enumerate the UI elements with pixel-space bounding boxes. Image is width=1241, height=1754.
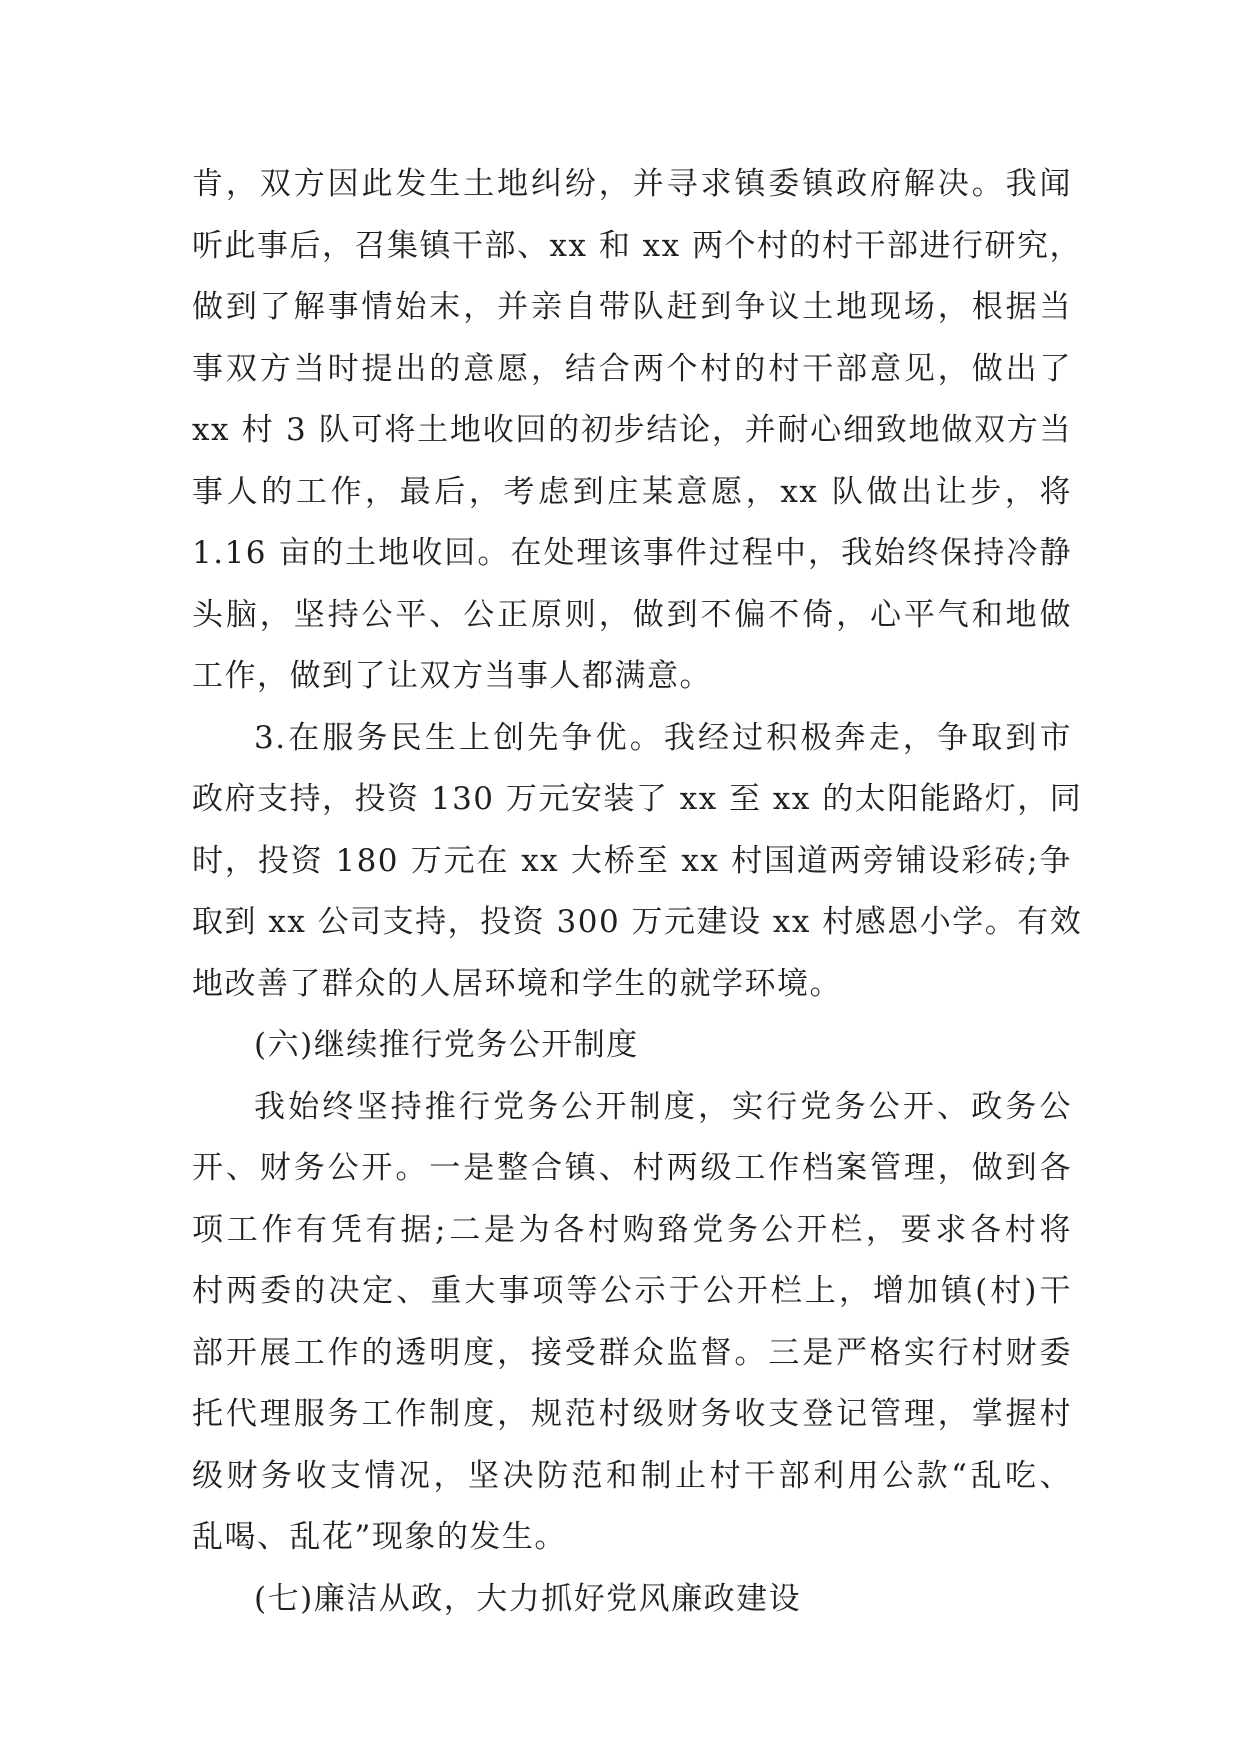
text-line: 取到 xx 公司支持，投资 300 万元建设 xx 村感恩小学。有效: [192, 904, 1083, 940]
text-line: 1.16 亩的土地收回。在处理该事件过程中，我始终保持冷静: [192, 535, 1072, 571]
text-line: xx 村 3 队可将土地收回的初步结论，并耐心细致地做双方当: [192, 412, 1072, 448]
text-line: 乱喝、乱花”现象的发生。: [192, 1519, 567, 1555]
text-line: 政府支持，投资 130 万元安装了 xx 至 xx 的太阳能路灯，同: [192, 781, 1083, 817]
text-line: 3.在服务民生上创先争优。我经过积极奔走，争取到市: [254, 719, 1072, 756]
text-line: 地改善了群众的人居环境和学生的就学环境。: [192, 965, 842, 1002]
text-line: (七)廉洁从政，大力抓好党风廉政建设: [254, 1580, 802, 1617]
text-line: 时，投资 180 万元在 xx 大桥至 xx 村国道两旁铺设彩砖;争: [192, 842, 1072, 879]
text-line: 做到了解事情始末，并亲自带队赶到争议土地现场，根据当: [192, 289, 1072, 325]
text-line: (六)继续推行党务公开制度: [254, 1027, 639, 1063]
document-body: [192, 154, 1083, 1630]
text-line: 我始终坚持推行党务公开制度，实行党务公开、政务公: [254, 1088, 1072, 1125]
text-line: 工作，做到了让双方当事人都满意。: [192, 658, 712, 694]
text-line: 部开展工作的透明度，接受群众监督。三是严格实行村财委: [192, 1334, 1072, 1371]
text-line: 肯，双方因此发生土地纠纷，并寻求镇委镇政府解决。我闻: [192, 166, 1072, 202]
text-line: 托代理服务工作制度，规范村级财务收支登记管理，掌握村: [192, 1396, 1072, 1432]
text-line: 项工作有凭有据;二是为各村购臵党务公开栏，要求各村将: [192, 1211, 1072, 1248]
text-line: 头脑，坚持公平、公正原则，做到不偏不倚，心平气和地做: [192, 596, 1072, 633]
text-line: 开、财务公开。一是整合镇、村两级工作档案管理，做到各: [192, 1150, 1072, 1186]
text-line: 事双方当时提出的意愿，结合两个村的村干部意见，做出了: [192, 350, 1072, 387]
text-line: 事人的工作，最后，考虑到庄某意愿，xx 队做出让步，将: [192, 473, 1072, 510]
text-line: 听此事后，召集镇干部、xx 和 xx 两个村的村干部进行研究，: [192, 227, 1082, 264]
text-line: 级财务收支情况，坚决防范和制止村干部利用公款“乱吃、: [192, 1457, 1072, 1494]
text-line: 村两委的决定、重大事项等公示于公开栏上，增加镇(村)干: [192, 1273, 1072, 1309]
